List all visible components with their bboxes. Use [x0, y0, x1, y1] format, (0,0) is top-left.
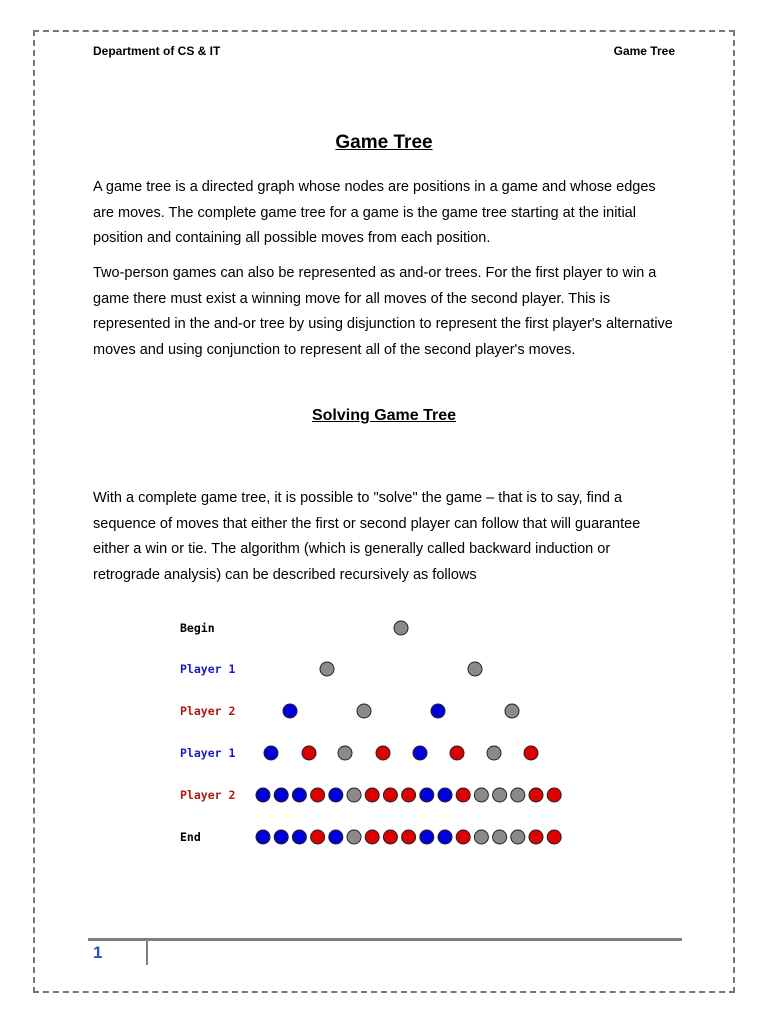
tree-node-red — [547, 788, 561, 802]
tree-node-red — [302, 746, 316, 760]
tree-node-gray — [474, 830, 488, 844]
tree-node-gray — [320, 662, 334, 676]
tree-node-blue — [274, 830, 288, 844]
page-number: 1 — [93, 943, 103, 962]
tree-node-blue — [264, 746, 278, 760]
tree-node-blue — [431, 704, 445, 718]
tree-row-label: Begin — [180, 621, 215, 635]
tree-row-label: End — [180, 830, 201, 844]
tree-row-label: Player 2 — [180, 704, 236, 718]
paragraph-and-or-trees: Two-person games can also be represented as and-or trees. For the first player to win a game there must exist a winning move for all moves of the second player. This is represented in the and-or tree by using disjunction to represent the first player's alternative moves and using conjunction to represent all of the second player's moves. — [93, 265, 673, 358]
tree-node-blue — [420, 830, 434, 844]
tree-node-blue — [329, 830, 343, 844]
tree-node-red — [524, 746, 538, 760]
tree-node-blue — [256, 788, 270, 802]
tree-row-label: Player 2 — [180, 788, 236, 802]
tree-node-gray — [347, 788, 361, 802]
tree-node-blue — [292, 788, 306, 802]
tree-node-gray — [505, 704, 519, 718]
tree-node-red — [456, 830, 470, 844]
tree-node-red — [311, 830, 325, 844]
game-tree-figure — [0, 600, 768, 870]
tree-node-blue — [274, 788, 288, 802]
tree-node-red — [529, 830, 543, 844]
tree-node-red — [376, 746, 390, 760]
tree-node-gray — [394, 621, 408, 635]
tree-node-red — [547, 830, 561, 844]
tree-node-gray — [338, 746, 352, 760]
tree-node-gray — [487, 746, 501, 760]
tree-node-gray — [347, 830, 361, 844]
header-department: Department of CS & IT — [93, 44, 221, 58]
tree-node-red — [529, 788, 543, 802]
tree-node-gray — [468, 662, 482, 676]
tree-node-blue — [283, 704, 297, 718]
tree-node-red — [383, 830, 397, 844]
tree-node-gray — [357, 704, 371, 718]
tree-node-red — [402, 830, 416, 844]
tree-node-gray — [511, 830, 525, 844]
tree-node-blue — [329, 788, 343, 802]
page-title: Game Tree — [335, 132, 433, 153]
section-heading: Solving Game Tree — [311, 407, 457, 424]
footer-divider — [146, 941, 148, 965]
tree-node-gray — [493, 830, 507, 844]
tree-node-gray — [474, 788, 488, 802]
paragraph-solving: With a complete game tree, it is possible to "solve" the game – that is to say, find a sequence of moves that either the first or second player can follow that will guarantee either a win or tie. The algorithm (which is generally called backward induction or retrograde analysis) can be described recursively as follows — [93, 490, 641, 583]
tree-node-red — [365, 788, 379, 802]
tree-row-label: Player 1 — [180, 746, 236, 760]
tree-node-blue — [292, 830, 306, 844]
tree-node-gray — [493, 788, 507, 802]
tree-node-gray — [511, 788, 525, 802]
tree-node-red — [402, 788, 416, 802]
paragraph-definition: A game tree is a directed graph whose nodes are positions in a game and whose edges are moves. The complete game tree for a game is the game tree starting at the initial position and containing all possible moves from each position. — [93, 179, 656, 246]
footer-rule — [88, 938, 682, 941]
tree-node-blue — [413, 746, 427, 760]
tree-node-blue — [438, 830, 452, 844]
tree-node-blue — [420, 788, 434, 802]
tree-node-red — [456, 788, 470, 802]
tree-node-blue — [256, 830, 270, 844]
tree-node-red — [450, 746, 464, 760]
tree-node-red — [311, 788, 325, 802]
header-section-title: Game Tree — [613, 44, 675, 58]
tree-node-red — [383, 788, 397, 802]
tree-row-label: Player 1 — [180, 662, 236, 676]
tree-node-red — [365, 830, 379, 844]
tree-node-blue — [438, 788, 452, 802]
